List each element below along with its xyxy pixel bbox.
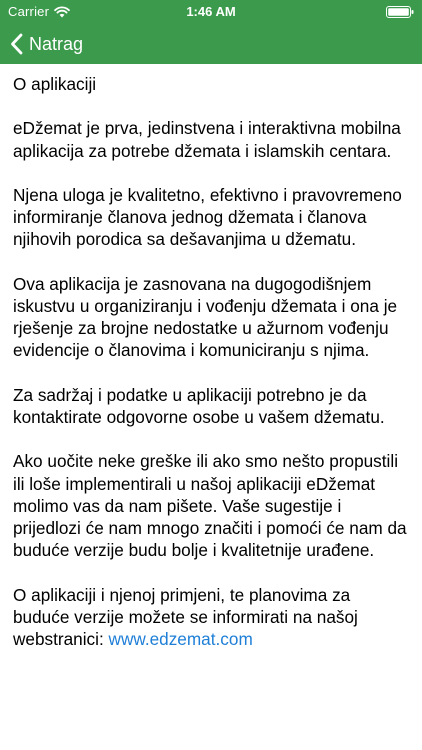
app-header bbox=[0, 0, 422, 64]
back-label: Natrag bbox=[29, 33, 84, 54]
about-paragraph: Njena uloga je kvalitetno, efektivno i pravovremeno informiranje članova jednog džemata i članova njihovih porodica sa dešavanjima u džematu. bbox=[13, 184, 402, 250]
navigation-bar bbox=[0, 24, 422, 64]
website-paragraph bbox=[13, 584, 409, 651]
about-paragraph: eDžemat je prva, jedinstvena i interaktivna mobilna aplikacija za potrebe džemata i islamskih centara. bbox=[13, 118, 401, 161]
back-button[interactable] bbox=[10, 30, 83, 58]
website-paragraph-text: O aplikaciji i njenoj primjeni, te planovima za buduće verzije možete se informirati na našoj webstranici: bbox=[13, 584, 358, 649]
chevron-left-icon bbox=[10, 33, 23, 55]
status-bar bbox=[0, 0, 422, 24]
page-title: O aplikaciji bbox=[13, 74, 97, 94]
website-link[interactable]: www.edzemat.com bbox=[108, 628, 253, 649]
about-paragraph: Za sadržaj i podatke u aplikaciji potrebno je da kontaktirate odgovorne osobe u vašem džematu. bbox=[13, 384, 385, 427]
carrier-label: Carrier bbox=[8, 4, 50, 19]
about-content bbox=[13, 73, 409, 672]
battery-icon bbox=[386, 6, 414, 18]
about-paragraph: Ako uočite neke greške ili ako smo nešto propustili ili loše implementirali u našoj aplikaciji eDžemat molimo vas da nam pišete. Vaše sugestije i prijedlozi će nam mnogo značiti i pomoći će nam da buduće verzije budu bolje i kvalitetnije urađene. bbox=[13, 451, 407, 561]
status-time: 1:46 AM bbox=[186, 4, 236, 19]
about-paragraph: Ova aplikacija je zasnovana na dugogodišnjem iskustvu u organiziranju i vođenju džemata i ona je rješenje za brojne nedostatke u ažurnom vođenju evidencije o članovima i komuniciranju s njima. bbox=[13, 273, 398, 361]
